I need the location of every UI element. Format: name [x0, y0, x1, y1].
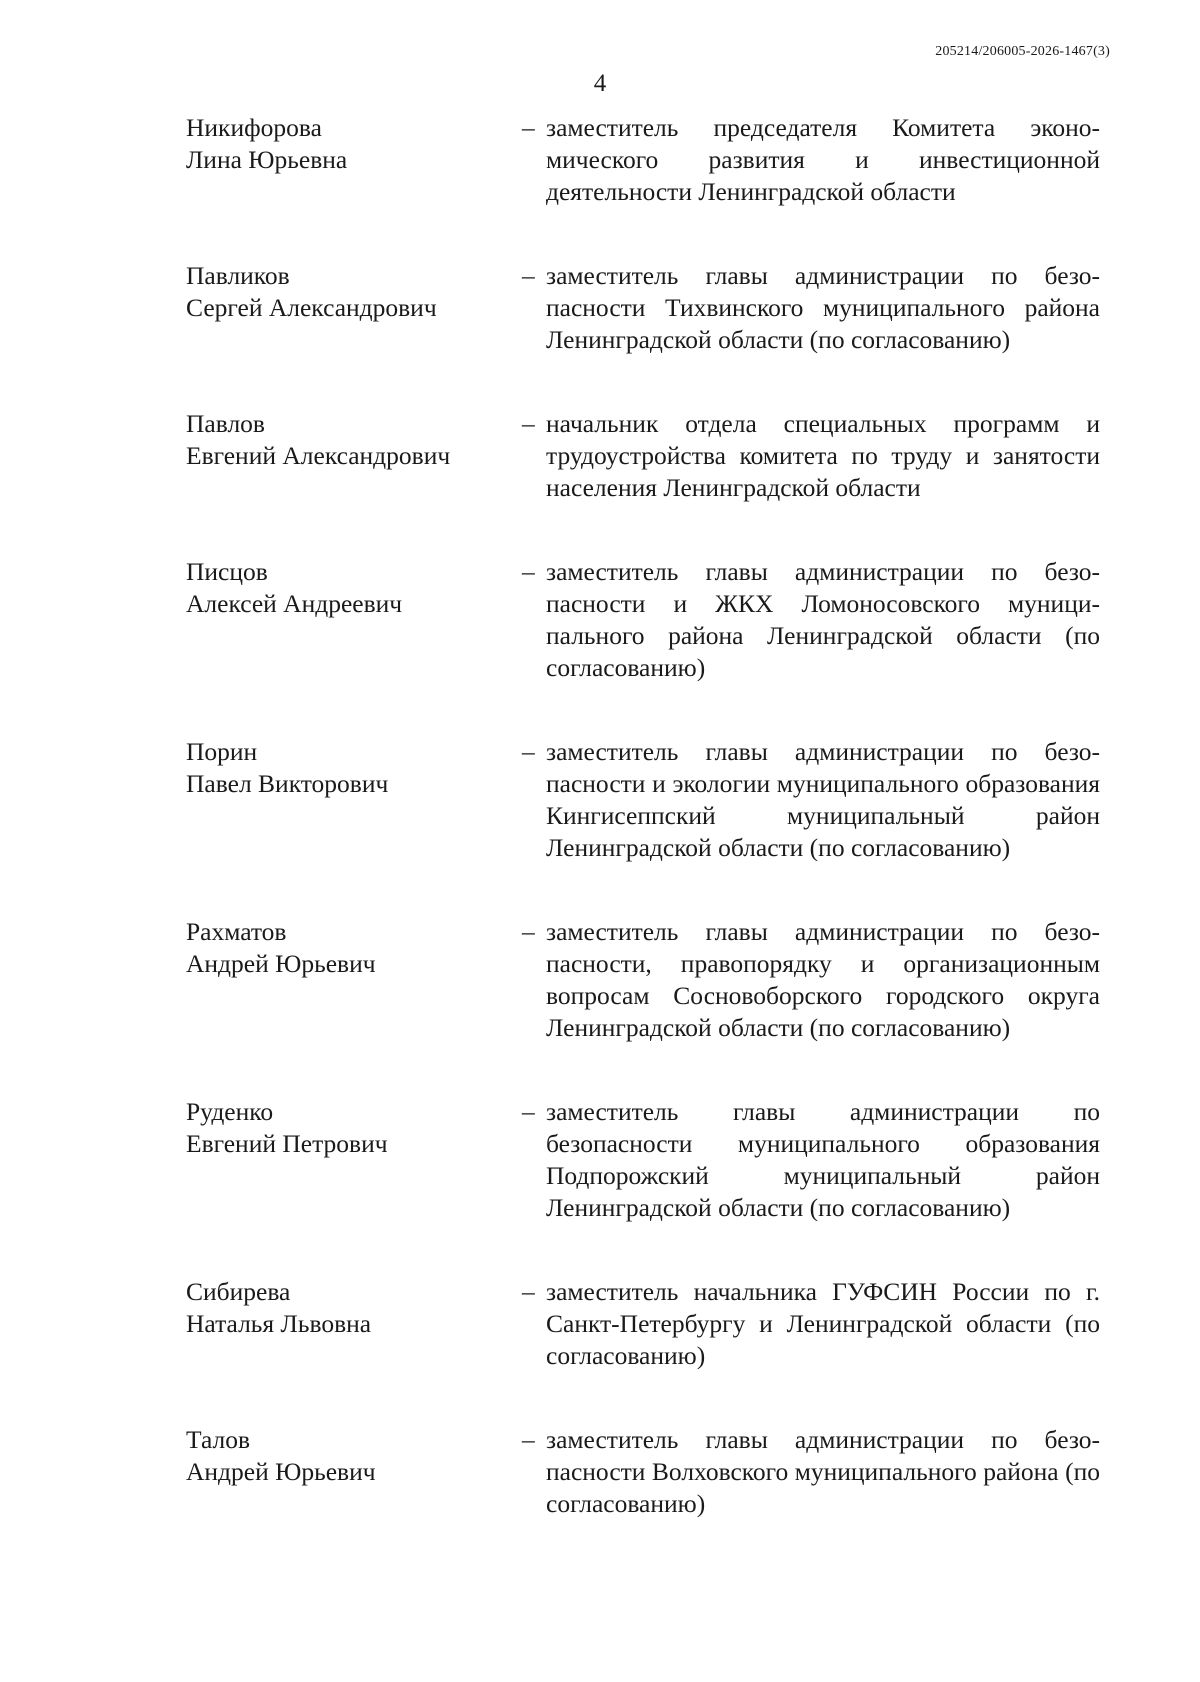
member-given-names: Андрей Юрьевич [186, 949, 376, 978]
member-row [186, 1096, 1100, 1224]
member-given-names: Лина Юрьевна [186, 145, 348, 174]
member-surname: Руденко [186, 1097, 274, 1126]
member-surname: Порин [186, 737, 258, 766]
member-given-names: Алексей Андреевич [186, 589, 403, 618]
member-position: заместитель главы администрации по безопасности Волховского муниципального района (по согласованию) [546, 1425, 1100, 1518]
member-dash: – [522, 557, 535, 586]
member-dash: – [522, 1277, 535, 1306]
member-surname: Павликов [186, 261, 290, 290]
member-surname: Талов [186, 1425, 250, 1454]
member-dash: – [522, 1097, 535, 1126]
document-id: 205214/206005-2026-1467(3) [935, 44, 1110, 59]
member-given-names: Евгений Александрович [186, 441, 451, 470]
member-given-names: Павел Викторович [186, 769, 389, 798]
member-row [186, 736, 1100, 864]
member-dash: – [522, 1425, 535, 1454]
member-name [186, 556, 526, 620]
member-surname: Писцов [186, 557, 268, 586]
member-position: заместитель главы администрации по безопасности и ЖКХ Ломоносовского муниципального района Ленинградской области (по согласованию) [546, 557, 1100, 682]
member-row [186, 1424, 1100, 1520]
member-row [186, 1276, 1100, 1372]
member-position: заместитель главы администрации по безопасности муниципального образования Подпорожский муниципальный район Ленинградской области (по согласованию) [546, 1097, 1100, 1222]
member-name [186, 1424, 526, 1488]
member-position: заместитель начальника ГУФСИН России по г. Санкт-Петербургу и Ленинградской области (по согласованию) [546, 1277, 1100, 1370]
page-number: 4 [593, 70, 607, 97]
member-surname: Никифорова [186, 113, 322, 142]
member-position: начальник отдела специальных программ и трудоустройства комитета по труду и занятости населения Ленинградской области [546, 409, 1100, 502]
member-name [186, 736, 526, 800]
member-name [186, 112, 526, 176]
member-surname: Сибирева [186, 1277, 291, 1306]
member-name [186, 1096, 526, 1160]
member-surname: Рахматов [186, 917, 287, 946]
member-surname: Павлов [186, 409, 265, 438]
member-position: заместитель председателя Комитета экономического развития и инвестиционной деятельности Ленинградской области [546, 113, 1100, 206]
member-given-names: Сергей Александрович [186, 293, 437, 322]
member-position: заместитель главы администрации по безопасности и экологии муниципального образования Кингисеппский муниципальный район Ленинградской области (по согласованию) [546, 737, 1100, 862]
member-row [186, 916, 1100, 1044]
member-given-names: Евгений Петрович [186, 1129, 388, 1158]
member-dash: – [522, 261, 535, 290]
member-given-names: Андрей Юрьевич [186, 1457, 376, 1486]
member-row [186, 112, 1100, 208]
member-row [186, 408, 1100, 504]
member-dash: – [522, 917, 535, 946]
member-name [186, 408, 526, 472]
member-dash: – [522, 113, 535, 142]
member-position: заместитель главы администрации по безопасности, правопорядку и организационным вопросам Сосновоборского городского округа Ленинградской области (по согласованию) [546, 917, 1100, 1042]
member-row [186, 260, 1100, 356]
member-position: заместитель главы администрации по безопасности Тихвинского муниципального района Ленинградской области (по согласованию) [546, 261, 1100, 354]
member-given-names: Наталья Львовна [186, 1309, 372, 1338]
member-list [186, 112, 1100, 1520]
member-dash: – [522, 409, 535, 438]
member-row [186, 556, 1100, 684]
member-name [186, 260, 526, 324]
member-dash: – [522, 737, 535, 766]
member-name [186, 916, 526, 980]
member-name [186, 1276, 526, 1340]
